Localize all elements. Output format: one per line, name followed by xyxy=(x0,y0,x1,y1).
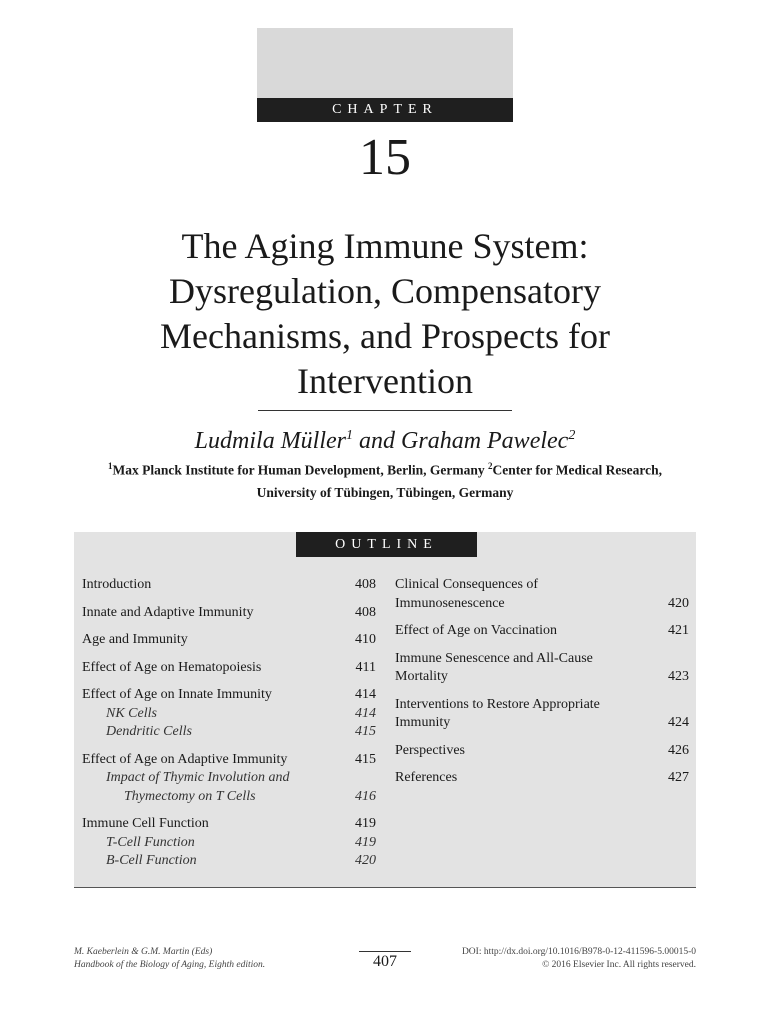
outline-entry[interactable] xyxy=(82,604,376,623)
title-line: The Aging Immune System: xyxy=(181,226,589,266)
outline-entry[interactable] xyxy=(82,751,376,807)
entry-page: 424 xyxy=(668,715,689,730)
author-name: Graham Pawelec xyxy=(401,428,569,454)
subentry-label: NK Cells xyxy=(106,705,157,721)
entry-label: Clinical Consequences of xyxy=(395,577,539,592)
outline-entry[interactable] xyxy=(395,696,689,733)
page-number: 407 xyxy=(373,953,397,970)
chapter-label: CHAPTER xyxy=(257,98,513,122)
footer-doi-block xyxy=(462,946,696,972)
entry-page: 421 xyxy=(668,623,689,638)
entry-page: 426 xyxy=(668,742,689,758)
subentry-label: T-Cell Function xyxy=(106,834,195,850)
entry-page: 408 xyxy=(355,577,376,592)
outline-entry[interactable] xyxy=(395,622,689,641)
footer-editors: M. Kaeberlein & G.M. Martin (Eds) xyxy=(74,947,213,957)
outline-subentry[interactable] xyxy=(82,834,376,853)
entry-label: Effect of Age on Vaccination xyxy=(395,623,557,638)
subentry-page: 416 xyxy=(355,788,376,804)
outline-subentry[interactable] xyxy=(82,705,376,724)
copyright: © 2016 Elsevier Inc. All rights reserved. xyxy=(542,960,696,970)
outline-entry[interactable] xyxy=(82,576,376,595)
entry-label: Innate and Adaptive Immunity xyxy=(82,604,254,620)
affiliations xyxy=(80,455,690,504)
outline-entry[interactable] xyxy=(395,650,689,687)
authors xyxy=(80,418,690,459)
subentry-label: Thymectomy on T Cells xyxy=(124,788,256,804)
outline-subentry[interactable] xyxy=(82,852,376,871)
entry-page: 427 xyxy=(668,770,689,785)
title-line: Mechanisms, and Prospects for xyxy=(160,316,610,356)
outline-box xyxy=(74,532,696,888)
entry-label: Immune Senescence and All-Cause xyxy=(395,650,593,666)
outline-label: OUTLINE xyxy=(296,532,477,557)
entry-label: Age and Immunity xyxy=(82,632,188,647)
subentry-page: 414 xyxy=(355,705,376,721)
subentry-page: 415 xyxy=(355,724,376,739)
subentry-label: Dendritic Cells xyxy=(106,724,192,739)
subentry-label: Impact of Thymic Involution and xyxy=(106,770,290,785)
entry-label: Immunosenescence xyxy=(395,595,505,611)
outline-entry[interactable] xyxy=(395,576,689,613)
title-line: Intervention xyxy=(297,361,473,401)
title-divider xyxy=(258,410,512,411)
chapter-header-box xyxy=(257,28,513,98)
entry-label: Effect of Age on Innate Immunity xyxy=(82,687,272,702)
entry-label: Immunity xyxy=(395,715,451,730)
entry-label: Effect of Age on Adaptive Immunity xyxy=(82,751,288,767)
affiliation-mark: 2 xyxy=(488,461,493,471)
subentry-page: 420 xyxy=(355,853,376,868)
entry-page: 411 xyxy=(355,659,376,675)
outline-subentry[interactable] xyxy=(82,723,376,742)
entry-page: 408 xyxy=(355,604,376,620)
outline-entry[interactable] xyxy=(82,815,376,871)
entry-label: Mortality xyxy=(395,669,448,684)
outline-entry[interactable] xyxy=(82,631,376,650)
entry-page: 419 xyxy=(355,816,376,831)
footer-divider xyxy=(359,951,411,952)
chapter-title xyxy=(80,224,690,404)
affiliation: University of Tübingen, Tübingen, Germany xyxy=(256,484,514,500)
entry-page: 410 xyxy=(355,632,376,647)
outline-entry[interactable] xyxy=(395,769,689,788)
author-affiliation-mark: 2 xyxy=(568,428,576,443)
affiliation: Center for Medical Research, xyxy=(492,462,662,478)
subentry-page: 419 xyxy=(355,834,376,850)
outline-entry[interactable] xyxy=(82,686,376,742)
outline-column-left xyxy=(82,576,376,880)
entry-label: Interventions to Restore Appropriate xyxy=(395,696,600,712)
outline-entry[interactable] xyxy=(395,742,689,761)
entry-page: 415 xyxy=(355,751,376,767)
author-name: Ludmila Müller xyxy=(194,428,347,454)
entry-label: Immune Cell Function xyxy=(82,816,209,831)
affiliation-mark: 1 xyxy=(108,461,113,471)
entry-label: References xyxy=(395,770,458,785)
outline-subentry[interactable] xyxy=(82,788,376,807)
entry-label: Introduction xyxy=(82,577,152,592)
outline-column-right xyxy=(395,576,689,797)
chapter-number: 15 xyxy=(359,129,411,186)
footer-citation xyxy=(74,946,265,972)
outline-entry[interactable] xyxy=(82,659,376,678)
affiliation: Max Planck Institute for Human Development, Berlin, Germany xyxy=(112,462,485,478)
entry-label: Effect of Age on Hematopoiesis xyxy=(82,659,262,675)
doi-link[interactable]: DOI: http://dx.doi.org/10.1016/B978-0-12-411596-5.00015-0 xyxy=(461,947,696,957)
entry-page: 423 xyxy=(668,669,689,684)
author-conjunction: and xyxy=(359,428,396,454)
subentry-label: B-Cell Function xyxy=(106,853,197,868)
entry-page: 414 xyxy=(355,687,376,702)
footer-book-title: Handbook of the Biology of Aging, Eighth edition. xyxy=(74,960,266,970)
entry-label: Perspectives xyxy=(395,742,465,758)
outline-subentry[interactable] xyxy=(82,769,376,788)
author-affiliation-mark: 1 xyxy=(346,428,354,443)
title-line: Dysregulation, Compensatory xyxy=(169,271,601,311)
entry-page: 420 xyxy=(668,595,689,611)
